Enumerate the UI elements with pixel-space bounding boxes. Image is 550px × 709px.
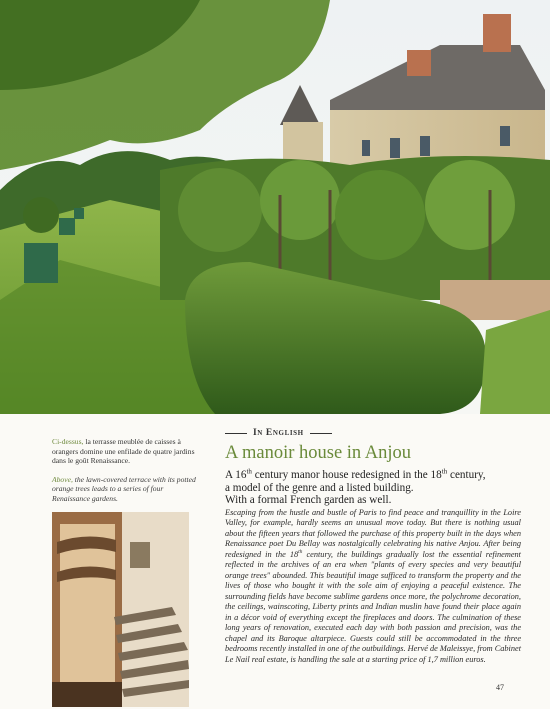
ordinal-sup: th: [246, 467, 252, 476]
divider: [225, 433, 247, 434]
lead-text: A 16: [225, 469, 247, 481]
article-body: [225, 508, 521, 666]
caption-french: [52, 437, 202, 466]
lead-text: century,: [447, 469, 486, 481]
lead-line-2: a model of the genre and a listed building.: [225, 481, 414, 494]
photo-captions: [52, 437, 202, 504]
caption-en-text: the lawn-covered terrace with its potted orange trees leads to a series of four Renaissance gardens.: [52, 474, 196, 503]
caption-english: [52, 475, 202, 504]
caption-en-highlight: Above,: [52, 474, 73, 484]
section-heading: [225, 428, 521, 438]
ordinal-sup: th: [298, 549, 303, 556]
staircase-photo: [52, 512, 189, 707]
lead-line-3: With a formal French garden as well.: [225, 494, 392, 507]
divider: [310, 433, 332, 434]
article-title: A manoir house in Anjou: [225, 443, 412, 463]
body-text: century, the buildings gradually lost the essential refinement reflected in the archives of an era when "plants of every species and very beautiful orange trees" abounded. This beautiful image sufficed to transform the property and the lives of those who bought it with the sole aim of enjoying a peaceful existence. The surrounding fields have become sublime gardens once more, the polychrome decoration, the ceilings, wainscoting, Liberty prints and Indian muslin have found their place again in a décor void of everything except the fireplaces and doors. The culmination of these long years of renovation, executed each day with both passion and precision, was the chapel and its Baroque altarpiece. Guests could still be accommodated in the three bedrooms recently installed in one of the outbuildings. Hervé de Maleissye, from Cabinet Le Nail real estate, is handling the sale at a starting price of 1,7 million euros.: [225, 549, 521, 664]
body-text: Escaping from the hustle and bustle of Paris to find peace and tranquillity in the Loire Valley, for example, hardly seems an unusual move today. But there is nothing usual about the fifteen years that followed the purchase of this property built in the days when Renaissance poet Du Bellay was nostalgically celebrating his native Anjou. After being redesigned in the 18: [225, 507, 521, 559]
lead-text: century manor house redesigned in the 18: [251, 469, 442, 481]
section-label: In English: [253, 428, 304, 438]
ordinal-sup: th: [441, 467, 448, 476]
lead-line-1: [225, 469, 521, 482]
page-number: 47: [496, 683, 504, 692]
caption-fr-highlight: Ci-dessus,: [52, 437, 84, 446]
caption-fr-text: la terrasse meublée de caisses à orangers domine une enfilade de quatre jardins dans le goût Renaissance.: [52, 437, 195, 466]
article-lead: [225, 469, 521, 507]
article-english: [225, 428, 521, 665]
